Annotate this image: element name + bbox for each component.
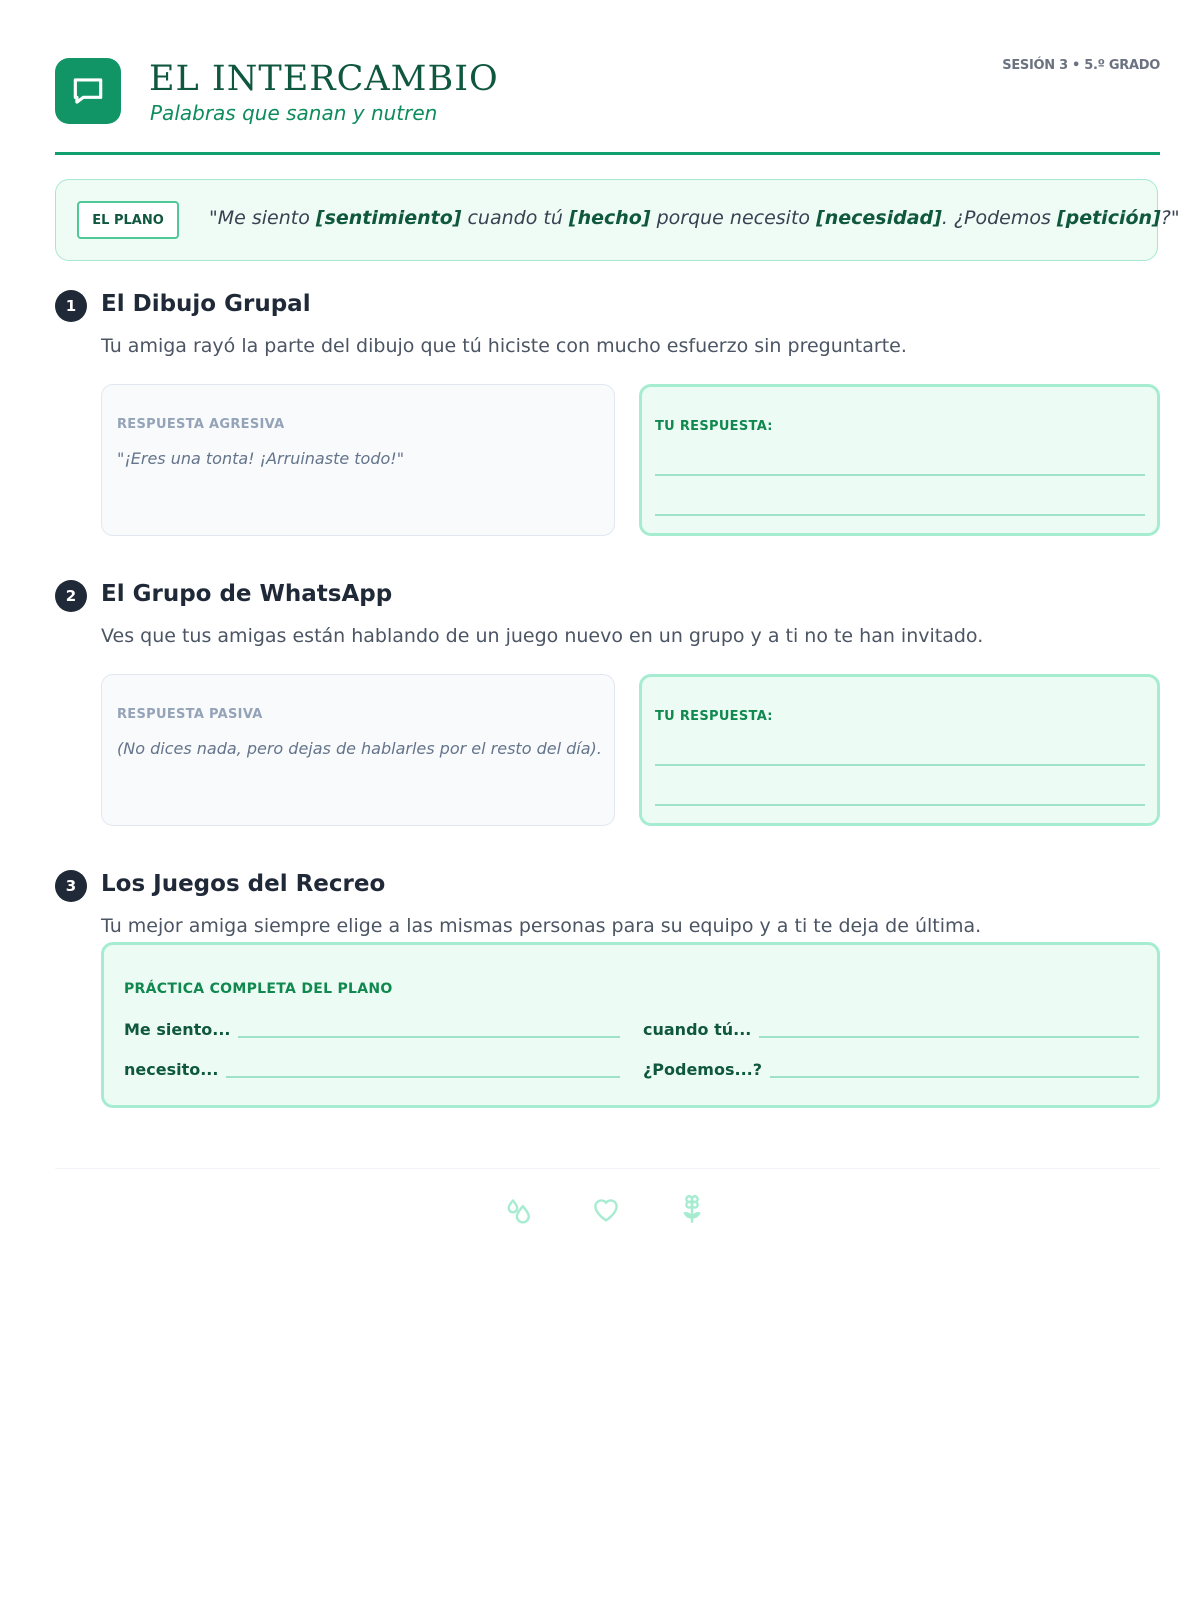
footer-icons	[503, 1192, 723, 1232]
practice-card	[101, 942, 1160, 1108]
answer-card[interactable]	[639, 674, 1160, 826]
plan-formula: "Me siento [sentimiento] cuando tú [hecho] porque necesito [necesidad]. ¿Podemos [petición]?"	[209, 207, 1180, 229]
scenario-description: Ves que tus amigas están hablando de un juego nuevo en un grupo y a ti no te han invitado.	[101, 625, 984, 647]
answer-line[interactable]	[655, 764, 1145, 766]
scenario-description: Tu amiga rayó la parte del dibujo que tú hiciste con mucho esfuerzo sin preguntarte.	[101, 335, 907, 357]
footer-divider	[55, 1168, 1160, 1169]
fact-field[interactable]	[643, 1020, 1139, 1039]
session-label: SESIÓN 3 • 5.º GRADO	[1002, 58, 1160, 73]
header	[55, 58, 1160, 155]
scenario-title: El Dibujo Grupal	[101, 291, 311, 317]
field-label: Me siento...	[124, 1020, 231, 1039]
sprout-icon	[675, 1192, 709, 1230]
page-title: EL INTERCAMBIO	[149, 59, 499, 99]
page-subtitle: Palabras que sanan y nutren	[150, 101, 438, 125]
scenario-title: Los Juegos del Recreo	[101, 871, 386, 897]
answer-label: TU RESPUESTA:	[655, 419, 773, 434]
answer-card[interactable]	[639, 384, 1160, 536]
field-line[interactable]	[226, 1076, 620, 1078]
heart-icon	[589, 1192, 623, 1230]
step-number: 1	[55, 290, 87, 322]
example-card	[101, 384, 615, 536]
answer-line[interactable]	[655, 804, 1145, 806]
example-text: "¡Eres una tonta! ¡Arruinaste todo!"	[117, 449, 405, 468]
answer-line[interactable]	[655, 474, 1145, 476]
practice-label: PRÁCTICA COMPLETA DEL PLANO	[124, 981, 393, 997]
feeling-field[interactable]	[124, 1020, 620, 1039]
step-number: 3	[55, 870, 87, 902]
example-text: (No dices nada, pero dejas de hablarles por el resto del día).	[117, 739, 602, 758]
field-label: ¿Podemos...?	[643, 1060, 763, 1079]
field-label: cuando tú...	[643, 1020, 752, 1039]
field-line[interactable]	[238, 1036, 620, 1038]
field-label: necesito...	[124, 1060, 219, 1079]
field-line[interactable]	[770, 1076, 1139, 1078]
water-drops-icon	[503, 1192, 537, 1230]
scenario-title: El Grupo de WhatsApp	[101, 581, 393, 607]
step-number: 2	[55, 580, 87, 612]
plan-box	[55, 179, 1180, 261]
chat-bubble-icon	[55, 58, 121, 124]
need-field[interactable]	[124, 1060, 620, 1079]
plan-badge: EL PLANO	[77, 201, 179, 239]
answer-label: TU RESPUESTA:	[655, 709, 773, 724]
field-line[interactable]	[759, 1036, 1139, 1038]
example-label: RESPUESTA AGRESIVA	[117, 417, 285, 432]
scenario-description: Tu mejor amiga siempre elige a las mismas personas para su equipo y a ti te deja de última.	[101, 915, 982, 937]
answer-line[interactable]	[655, 514, 1145, 516]
example-card	[101, 674, 615, 826]
request-field[interactable]	[643, 1060, 1139, 1079]
example-label: RESPUESTA PASIVA	[117, 707, 263, 722]
